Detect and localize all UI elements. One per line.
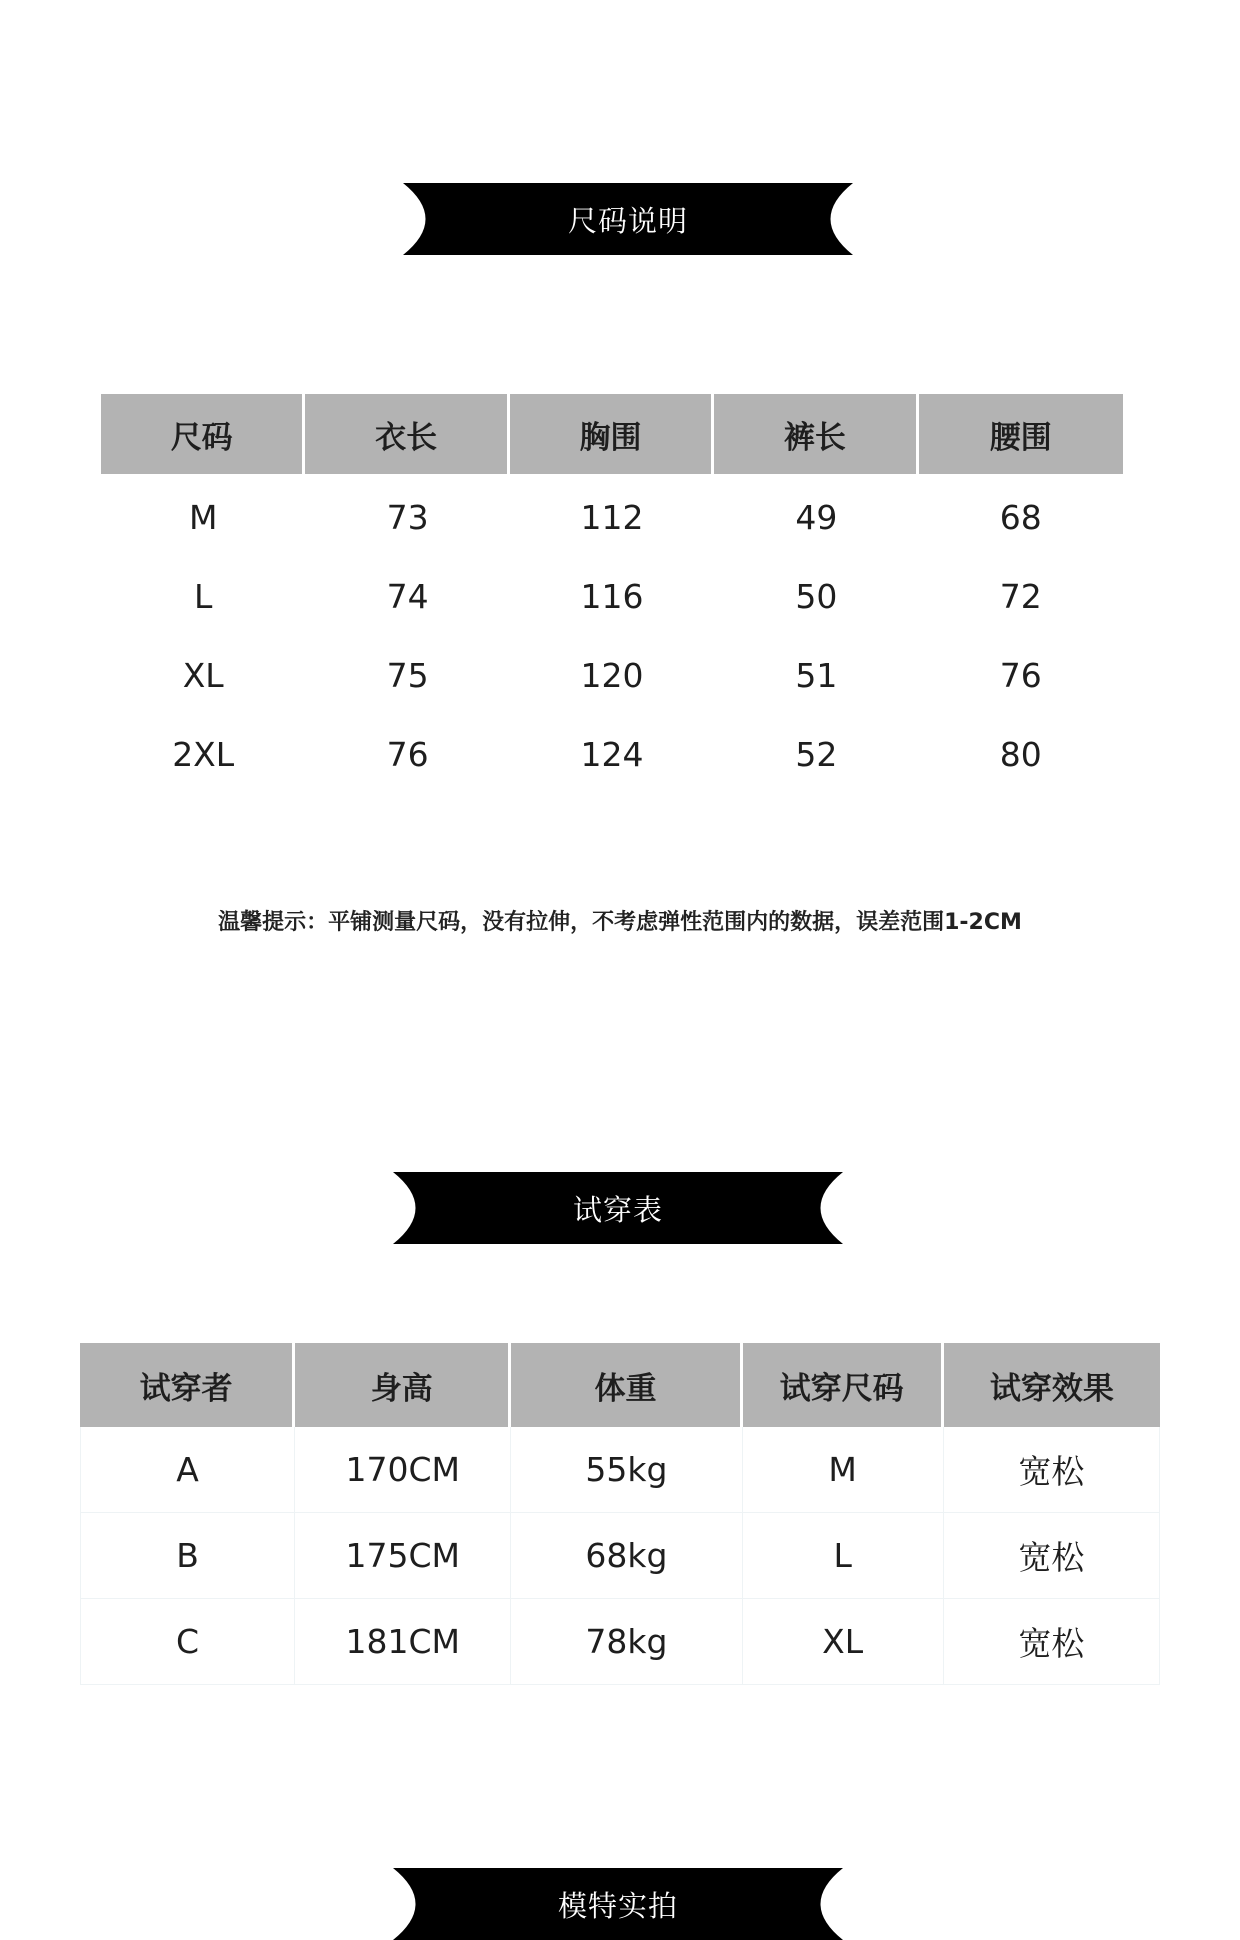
size-section-banner — [403, 183, 853, 255]
table-cell: 72 — [999, 577, 1042, 616]
table-cell: 73 — [386, 498, 429, 537]
table-cell: 49 — [795, 498, 838, 537]
table-cell: L — [194, 577, 213, 616]
model-section-banner — [393, 1868, 843, 1940]
measurement-note: 温馨提示：平铺测量尺码，没有拉伸，不考虑弹性范围内的数据，误差范围1-2CM — [218, 910, 1022, 935]
table-cell: 80 — [999, 735, 1042, 774]
table-cell: 124 — [580, 735, 644, 774]
table-cell: 175CM — [295, 1513, 511, 1599]
table-cell: 112 — [580, 498, 644, 537]
size-chart-table — [101, 394, 1123, 794]
table-cell: 76 — [999, 656, 1042, 695]
table-cell: 55kg — [511, 1427, 742, 1513]
table-cell: 68 — [999, 498, 1042, 537]
tryon-header-fit: 试穿效果 — [944, 1343, 1160, 1427]
tryon-header-height: 身高 — [295, 1343, 511, 1427]
table-cell: C — [80, 1599, 295, 1685]
table-cell: A — [80, 1427, 295, 1513]
table-cell: 75 — [386, 656, 429, 695]
table-cell: 2XL — [172, 735, 235, 774]
size-header-pants-length: 裤长 — [714, 394, 918, 474]
table-cell: 68kg — [511, 1513, 742, 1599]
table-cell: XL — [743, 1599, 944, 1685]
tryon-header-weight: 体重 — [511, 1343, 742, 1427]
table-cell: XL — [182, 656, 224, 695]
table-row — [80, 1427, 1160, 1513]
table-cell: L — [743, 1513, 944, 1599]
size-header-size: 尺码 — [101, 394, 305, 474]
table-row — [101, 474, 1123, 557]
tryon-section-title: 试穿表 — [572, 1192, 663, 1227]
table-cell: 51 — [795, 656, 838, 695]
table-cell: 120 — [580, 656, 644, 695]
size-header-chest: 胸围 — [510, 394, 714, 474]
table-cell: 116 — [580, 577, 644, 616]
tryon-table — [80, 1343, 1160, 1685]
table-cell: 宽松 — [944, 1427, 1160, 1513]
table-cell: M — [743, 1427, 944, 1513]
table-row — [101, 636, 1123, 715]
table-cell: 宽松 — [944, 1599, 1160, 1685]
table-cell: B — [80, 1513, 295, 1599]
table-cell: 52 — [795, 735, 838, 774]
size-section-title: 尺码说明 — [567, 203, 688, 238]
tryon-header-size: 试穿尺码 — [743, 1343, 944, 1427]
tryon-table-header-row — [80, 1343, 1160, 1427]
model-section-title: 模特实拍 — [557, 1888, 678, 1923]
table-cell: 76 — [386, 735, 429, 774]
tryon-header-tester: 试穿者 — [80, 1343, 295, 1427]
table-cell: 170CM — [295, 1427, 511, 1513]
table-cell: 宽松 — [944, 1513, 1160, 1599]
tryon-section-banner — [393, 1172, 843, 1244]
size-header-waist: 腰围 — [919, 394, 1123, 474]
table-cell: 50 — [795, 577, 838, 616]
table-row — [101, 557, 1123, 636]
table-cell: 74 — [386, 577, 429, 616]
table-cell: 78kg — [511, 1599, 742, 1685]
table-cell: 181CM — [295, 1599, 511, 1685]
table-row — [80, 1599, 1160, 1685]
size-header-length: 衣长 — [305, 394, 509, 474]
table-row — [80, 1513, 1160, 1599]
table-cell: M — [188, 498, 218, 537]
table-row — [101, 715, 1123, 794]
size-table-header-row — [101, 394, 1123, 474]
